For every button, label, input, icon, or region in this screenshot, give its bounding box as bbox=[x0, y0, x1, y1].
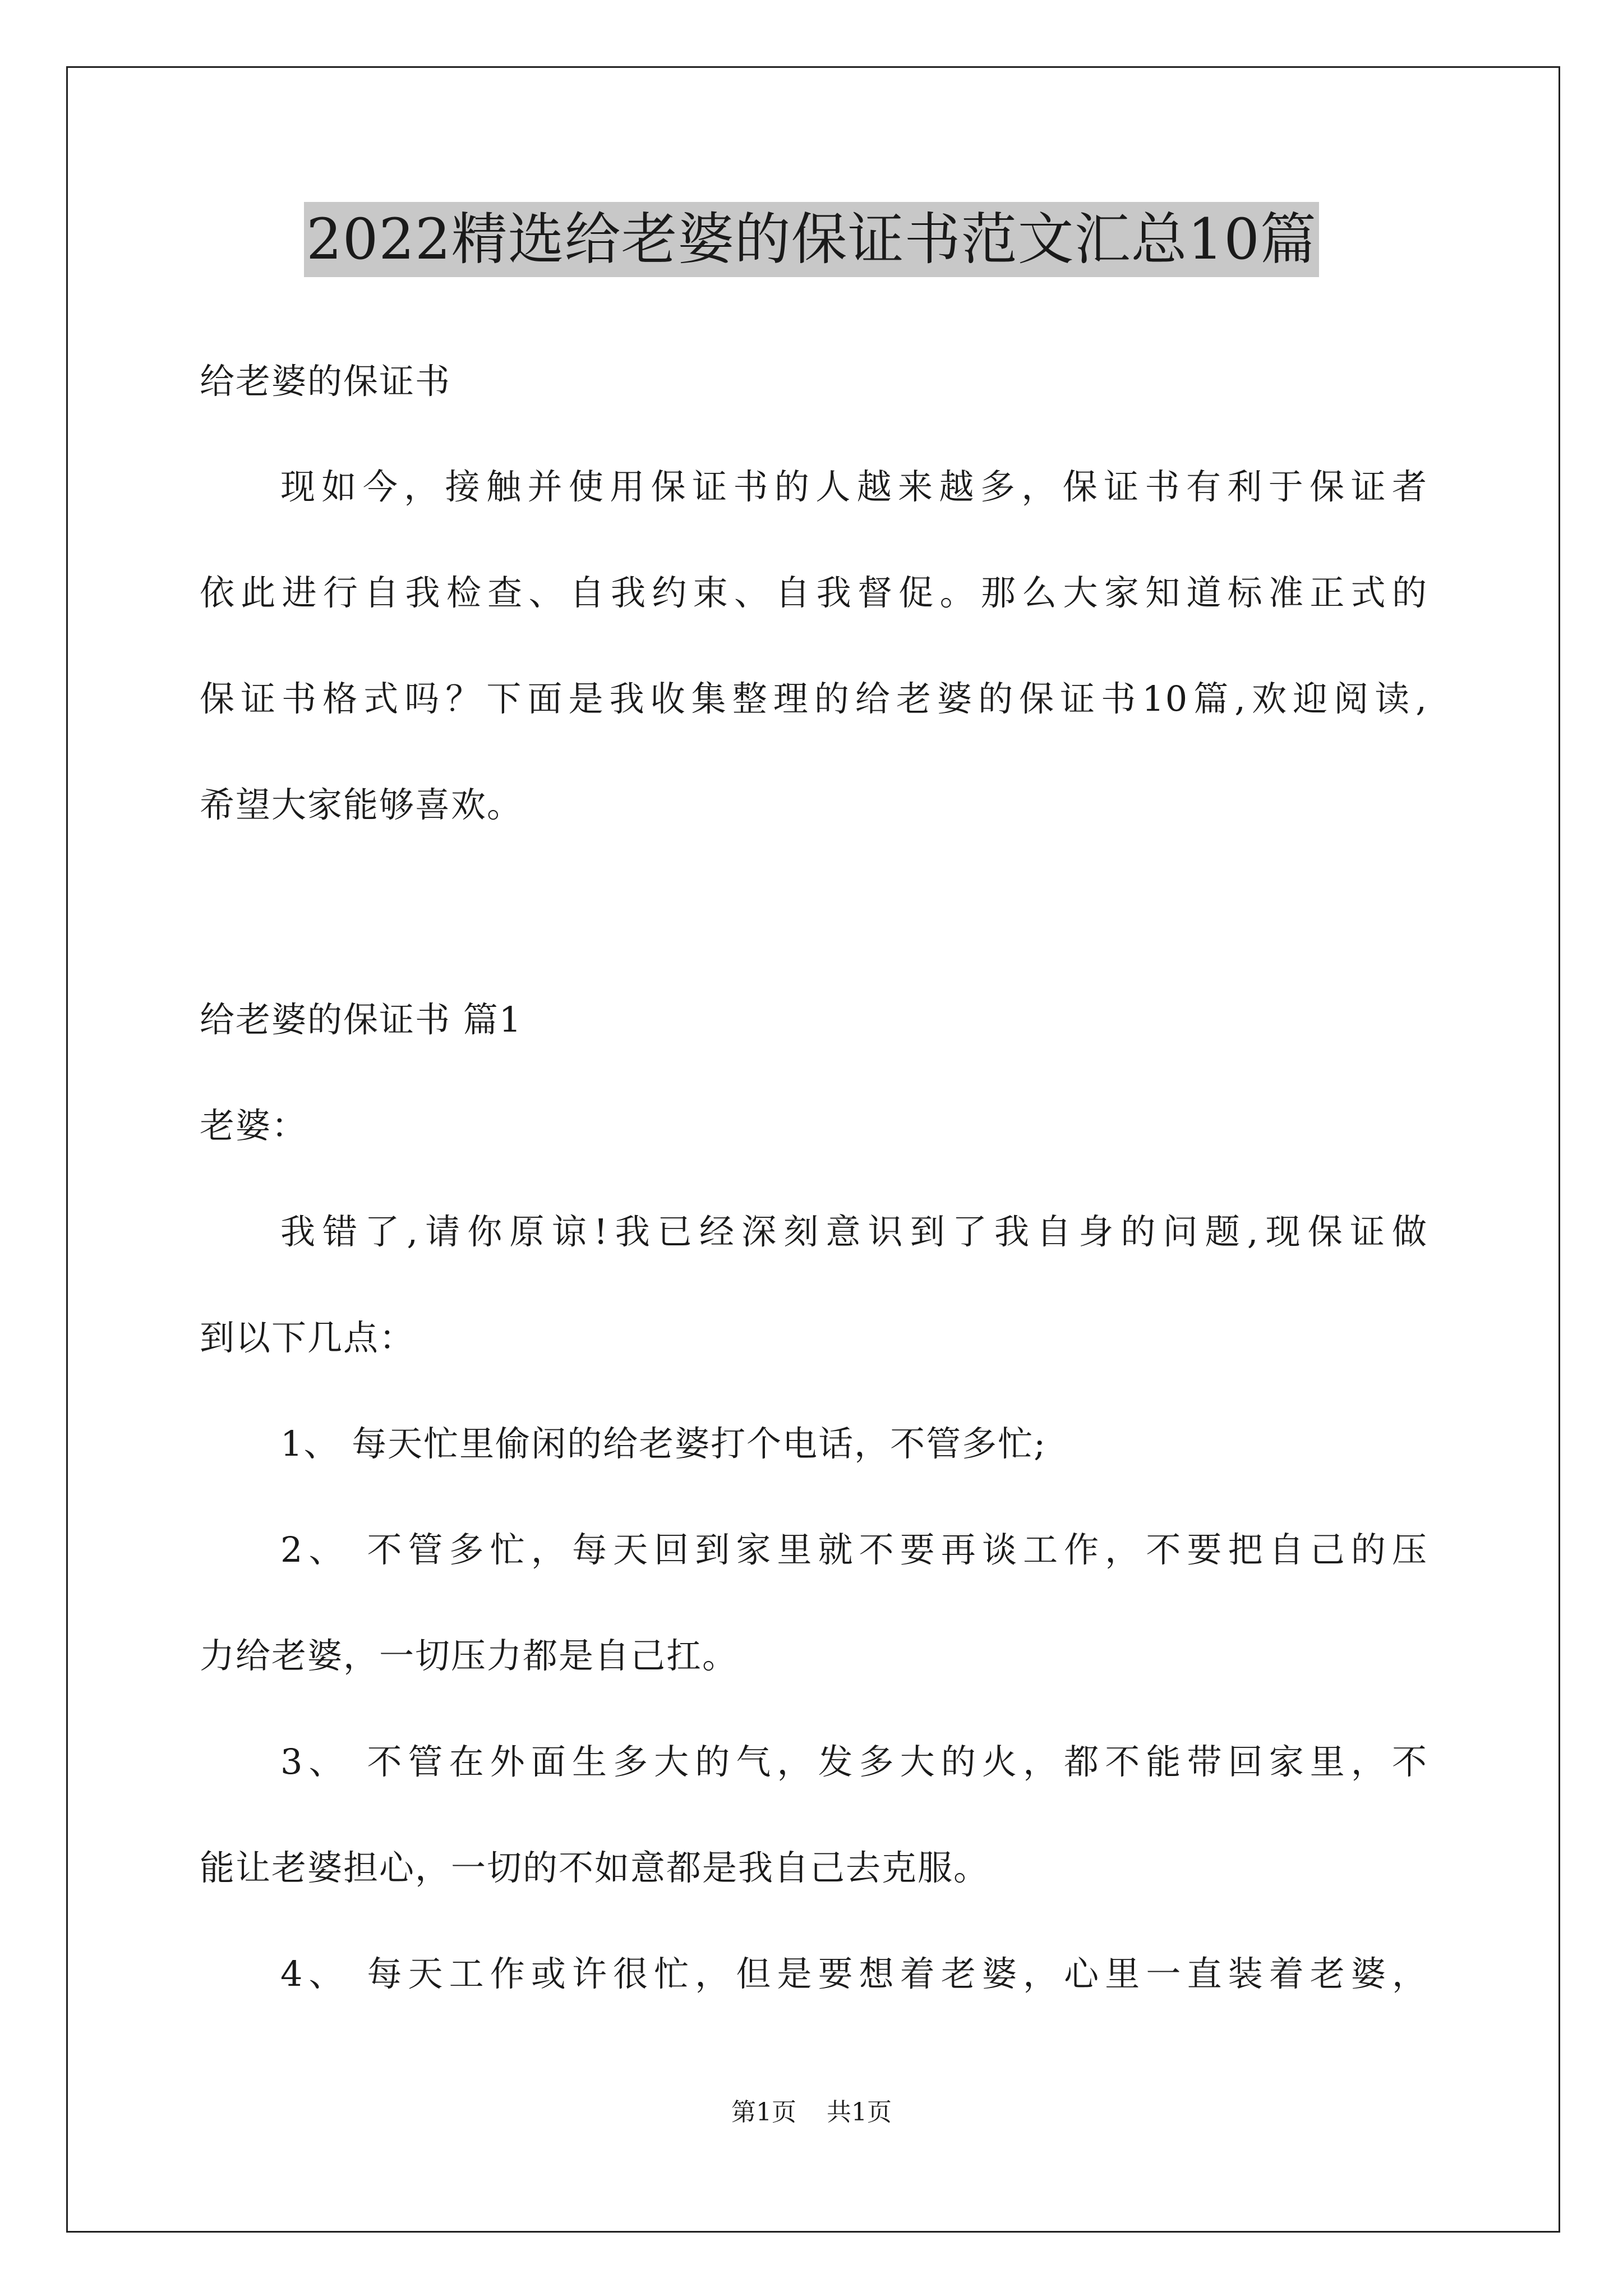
intro-heading: 给老婆的保证书 bbox=[200, 361, 451, 402]
page-footer bbox=[0, 2096, 1623, 2129]
list-item-continuation: 力给老婆，一切压力都是自己扛。 bbox=[200, 1635, 739, 1676]
paragraph-line: 保证书格式吗？下面是我收集整理的给老婆的保证书10篇,欢迎阅读, bbox=[200, 678, 1428, 719]
list-item: 1、 每天忙里偷闲的给老婆打个电话，不管多忙; bbox=[280, 1423, 1047, 1464]
paragraph-line: 到以下几点： bbox=[200, 1317, 416, 1358]
list-item: 4、 每天工作或许很忙，但是要想着老婆，心里一直装着老婆， bbox=[280, 1953, 1428, 1994]
section-heading: 给老婆的保证书 篇1 bbox=[200, 999, 523, 1040]
current-page-label: 第1页 bbox=[731, 2098, 796, 2127]
paragraph-line: 依此进行自我检查、自我约束、自我督促。那么大家知道标准正式的 bbox=[200, 572, 1428, 613]
title-container bbox=[0, 202, 1623, 277]
document-title: 2022精选给老婆的保证书范文汇总10篇 bbox=[304, 202, 1319, 277]
paragraph-line: 希望大家能够喜欢。 bbox=[200, 784, 523, 825]
list-item: 3、 不管在外面生多大的气，发多大的火，都不能带回家里，不 bbox=[280, 1741, 1428, 1782]
paragraph-line: 现如今，接触并使用保证书的人越来越多，保证书有利于保证者 bbox=[280, 466, 1428, 507]
salutation: 老婆： bbox=[200, 1105, 308, 1146]
total-pages-label: 共1页 bbox=[827, 2098, 892, 2127]
list-item-continuation: 能让老婆担心，一切的不如意都是我自己去克服。 bbox=[200, 1847, 990, 1888]
paragraph-line: 我错了,请你原谅!我已经深刻意识到了我自身的问题,现保证做 bbox=[280, 1211, 1428, 1252]
list-item: 2、 不管多忙，每天回到家里就不要再谈工作，不要把自己的压 bbox=[280, 1529, 1428, 1570]
